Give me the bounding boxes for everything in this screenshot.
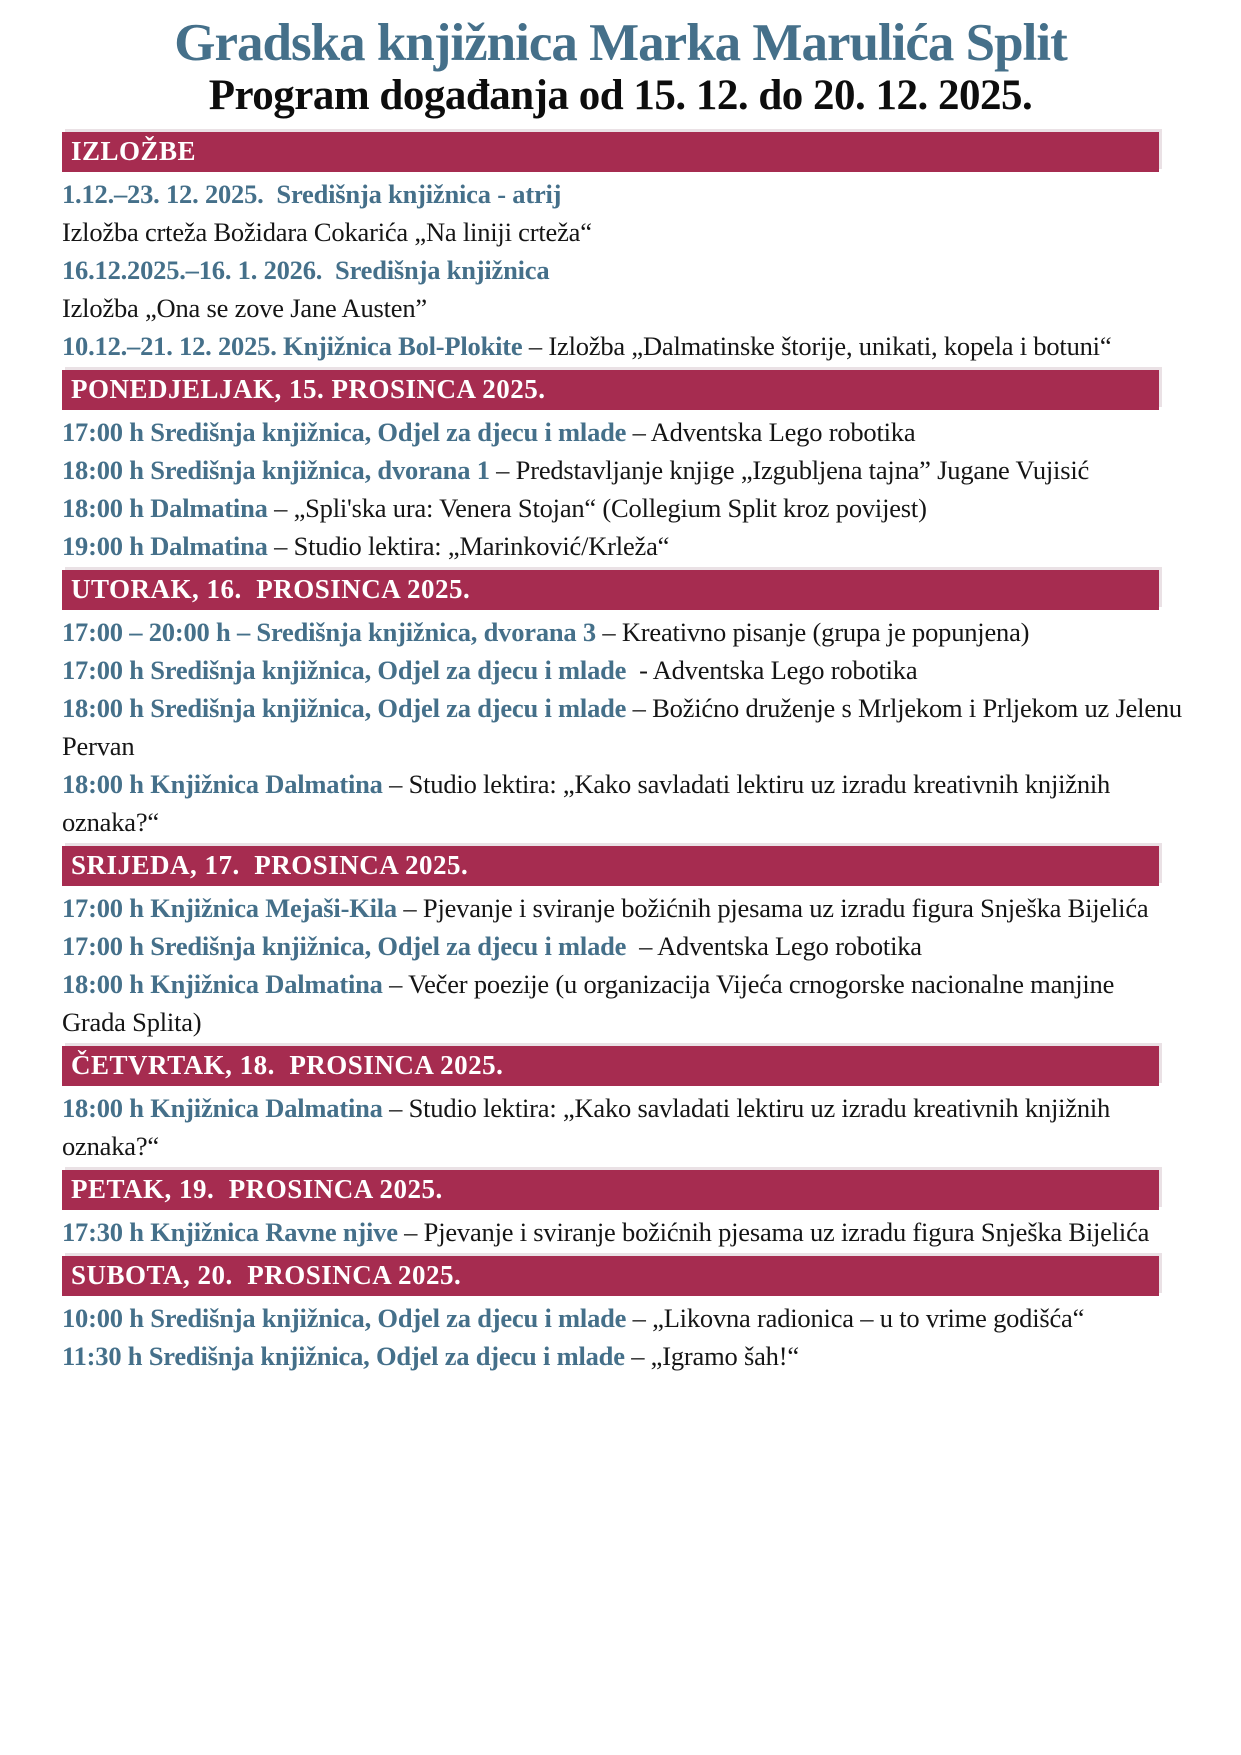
page-title: Gradska knjižnica Marka Marulića Split [174, 14, 1067, 72]
section-izlozbe [62, 132, 1183, 365]
event-line [62, 889, 1183, 927]
section-header-petak: PETAK, 19. PROSINCA 2025. [62, 1170, 1159, 1210]
event-description: - Adventska Lego robotika [626, 654, 918, 685]
event-line [62, 689, 1189, 765]
event-prefix: 17:00 h Središnja knjižnica, Odjel za djecu i mlade [62, 930, 627, 961]
program-content [62, 132, 1189, 1375]
event-line [62, 1337, 1183, 1375]
event-line [62, 289, 1183, 327]
event-line [62, 1213, 1183, 1251]
event-line [62, 765, 1183, 841]
event-description: – „Igramo šah!“ [624, 1340, 799, 1371]
event-prefix: 17:00 h Središnja knjižnica, Odjel za djecu i mlade [62, 416, 627, 447]
event-description: – Večer poezije (u organizacija Vijeća crnogorske nacionalne manjine Grada Splita) [62, 968, 1121, 1037]
event-prefix: 19:00 h Dalmatina [62, 530, 268, 561]
event-description: – „Spli'ska ura: Venera Stojan“ (Collegium Split kroz povijest) [267, 492, 927, 523]
section-subota [62, 1256, 1183, 1375]
event-description: – Pjevanje i sviranje božićnih pjesama uz izradu figura Snješka Bijelića [397, 1216, 1150, 1247]
event-prefix: 18:00 h Knjižnica Dalmatina [62, 768, 383, 799]
section-header-utorak: UTORAK, 16. PROSINCA 2025. [62, 570, 1159, 610]
event-line [62, 965, 1183, 1041]
event-description: Izložba „Ona se zove Jane Austen” [62, 292, 427, 323]
event-description: – Studio lektira: „Kako savladati lektiru uz izradu kreativnih knjižnih oznaka?“ [62, 768, 1117, 837]
event-description: – Predstavljanje knjige „Izgubljena tajna” Jugane Vujisić [489, 454, 1090, 485]
section-header-srijeda: SRIJEDA, 17. PROSINCA 2025. [62, 846, 1159, 886]
event-description: – Kreativno pisanje (grupa je popunjena) [595, 616, 1030, 647]
event-description: – Pjevanje i sviranje božićnih pjesama uz izradu figura Snješka Bijelića [397, 892, 1149, 923]
event-line [62, 451, 1183, 489]
event-prefix: 10.12.–21. 12. 2025. Knjižnica Bol-Plokite [62, 330, 523, 361]
section-petak [62, 1170, 1183, 1251]
event-prefix: 1.12.–23. 12. 2025. Središnja knjižnica - atrij [62, 178, 562, 209]
section-srijeda [62, 846, 1183, 1041]
section-cetvrtak [62, 1046, 1183, 1165]
section-header-ponedjeljak: PONEDJELJAK, 15. PROSINCA 2025. [62, 370, 1159, 410]
section-header-cetvrtak: ČETVRTAK, 18. PROSINCA 2025. [62, 1046, 1159, 1086]
event-line [62, 613, 1183, 651]
event-line [62, 1089, 1183, 1165]
event-line [62, 251, 1183, 289]
section-header-subota: SUBOTA, 20. PROSINCA 2025. [62, 1256, 1159, 1296]
section-ponedjeljak [62, 370, 1183, 565]
event-description: – Adventska Lego robotika [626, 416, 916, 447]
event-line [62, 927, 1183, 965]
event-description: – Božićno druženje s Mrljekom i Prljekom uz Jelenu Pervan [62, 692, 1189, 761]
event-line [62, 213, 1183, 251]
page-subtitle: Program događanja od 15. 12. do 20. 12. 2025. [208, 72, 1033, 120]
section-utorak [62, 570, 1189, 841]
event-line [62, 1299, 1183, 1337]
event-line [62, 651, 1183, 689]
event-prefix: 18:00 h Dalmatina [62, 492, 268, 523]
event-prefix: 17:00 h Središnja knjižnica, Odjel za djecu i mlade [62, 654, 627, 685]
event-description: Izložba crteža Božidara Cokarića „Na liniji crteža“ [62, 216, 592, 247]
event-line [62, 327, 1183, 365]
event-prefix: 10:00 h Središnja knjižnica, Odjel za djecu i mlade [62, 1302, 627, 1333]
event-prefix: 18:00 h Središnja knjižnica, Odjel za djecu i mlade [62, 692, 627, 723]
event-line [62, 489, 1183, 527]
event-line [62, 413, 1183, 451]
event-prefix: 16.12.2025.–16. 1. 2026. Središnja knjižnica [62, 254, 550, 285]
event-prefix: 18:00 h Središnja knjižnica, dvorana 1 [62, 454, 490, 485]
event-line [62, 527, 1183, 565]
event-description: – Studio lektira: „Kako savladati lektiru uz izradu kreativnih knjižnih oznaka?“ [62, 1092, 1117, 1161]
event-prefix: 17:00 – 20:00 h – Središnja knjižnica, dvorana 3 [62, 616, 596, 647]
event-prefix: 11:30 h Središnja knjižnica, Odjel za djecu i mlade [62, 1340, 625, 1371]
event-prefix: 18:00 h Knjižnica Dalmatina [62, 968, 383, 999]
section-header-izlozbe: IZLOŽBE [62, 132, 1159, 172]
event-description: – Adventska Lego robotika [626, 930, 922, 961]
event-prefix: 17:00 h Knjižnica Mejaši-Kila [62, 892, 397, 923]
event-prefix: 17:30 h Knjižnica Ravne njive [62, 1216, 398, 1247]
event-description: – „Likovna radionica – u to vrime godišća“ [626, 1302, 1085, 1333]
event-description: – Studio lektira: „Marinković/Krleža“ [267, 530, 670, 561]
event-prefix: 18:00 h Knjižnica Dalmatina [62, 1092, 383, 1123]
event-line [62, 175, 1183, 213]
event-description: – Izložba „Dalmatinske štorije, unikati, kopela i botuni“ [522, 330, 1112, 361]
